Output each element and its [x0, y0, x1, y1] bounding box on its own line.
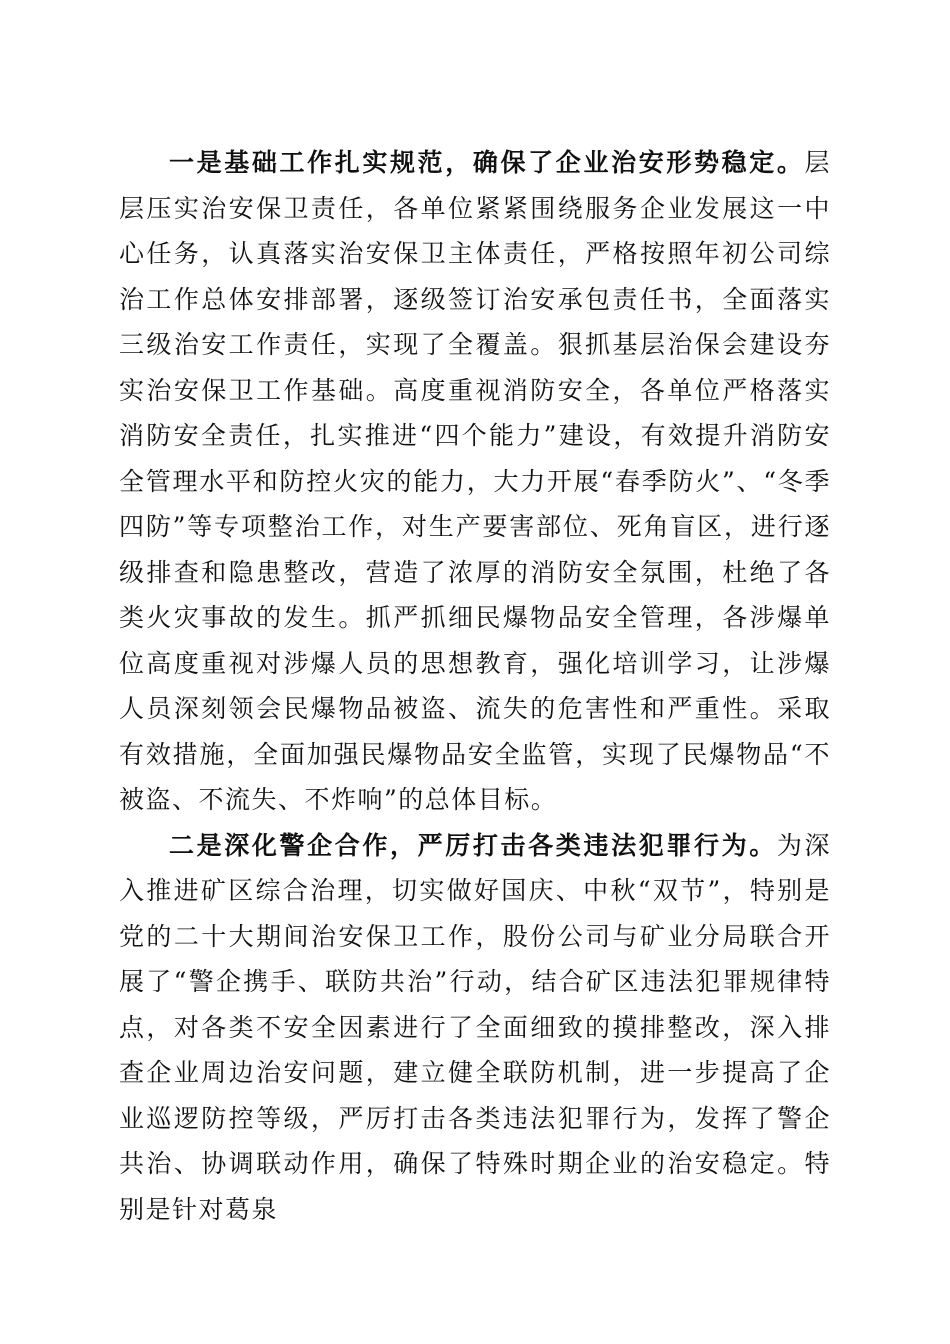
paragraph-1-lead: 一是基础工作扎实规范，确保了企业治安形势稳定。: [169, 148, 805, 177]
paragraph-2-lead: 二是深化警企合作，严厉打击各类违法犯罪行为。: [169, 830, 777, 860]
paragraph-1-body: 层层压实治安保卫责任，各单位紧紧围绕服务企业发展这一中心任务，认真落实治安保卫主体责任，严格按照年初公司综治工作总体安排部署，逐级签订治安承包责任书，全面落实三级治安工作责任，实现了全覆盖。狠抓基层治保会建设夯实治安保卫工作基础。高度重视消防安全，各单位严格落实消防安全责任，扎实推进“四个能力”建设，有效提升消防安全管理水平和防控火灾的能力，大力开展“春季防火”、“冬季四防”等专项整治工作，对生产要害部位、死角盲区，进行逐级排查和隐患整改，营造了浓厚的消防安全氛围，杜绝了各类火灾事故的发生。抓严抓细民爆物品安全管理，各涉爆单位高度重视对涉爆人员的思想教育，强化培训学习，让涉爆人员深刻领会民爆物品被盗、流失的危害性和严重性。采取有效措施，全面加强民爆物品安全监管，实现了民爆物品“不被盗、不流失、不炸响”的总体目标。: [119, 148, 831, 814]
paragraph-1: [119, 140, 831, 823]
paragraph-2: [119, 823, 831, 1233]
body-text: [119, 140, 831, 1232]
paragraph-2-body: 为深入推进矿区综合治理，切实做好国庆、中秋“双节”，特别是党的二十大期间治安保卫工作，股份公司与矿业分局联合开展了“警企携手、联防共治”行动，结合矿区违法犯罪规律特点，对各类不安全因素进行了全面细致的摸排整改，深入排查企业周边治安问题，建立健全联防机制，进一步提高了企业巡逻防控等级，严厉打击各类违法犯罪行为，发挥了警企共治、协调联动作用，确保了特殊时期企业的治安稳定。特别是针对葛泉: [119, 830, 831, 1224]
